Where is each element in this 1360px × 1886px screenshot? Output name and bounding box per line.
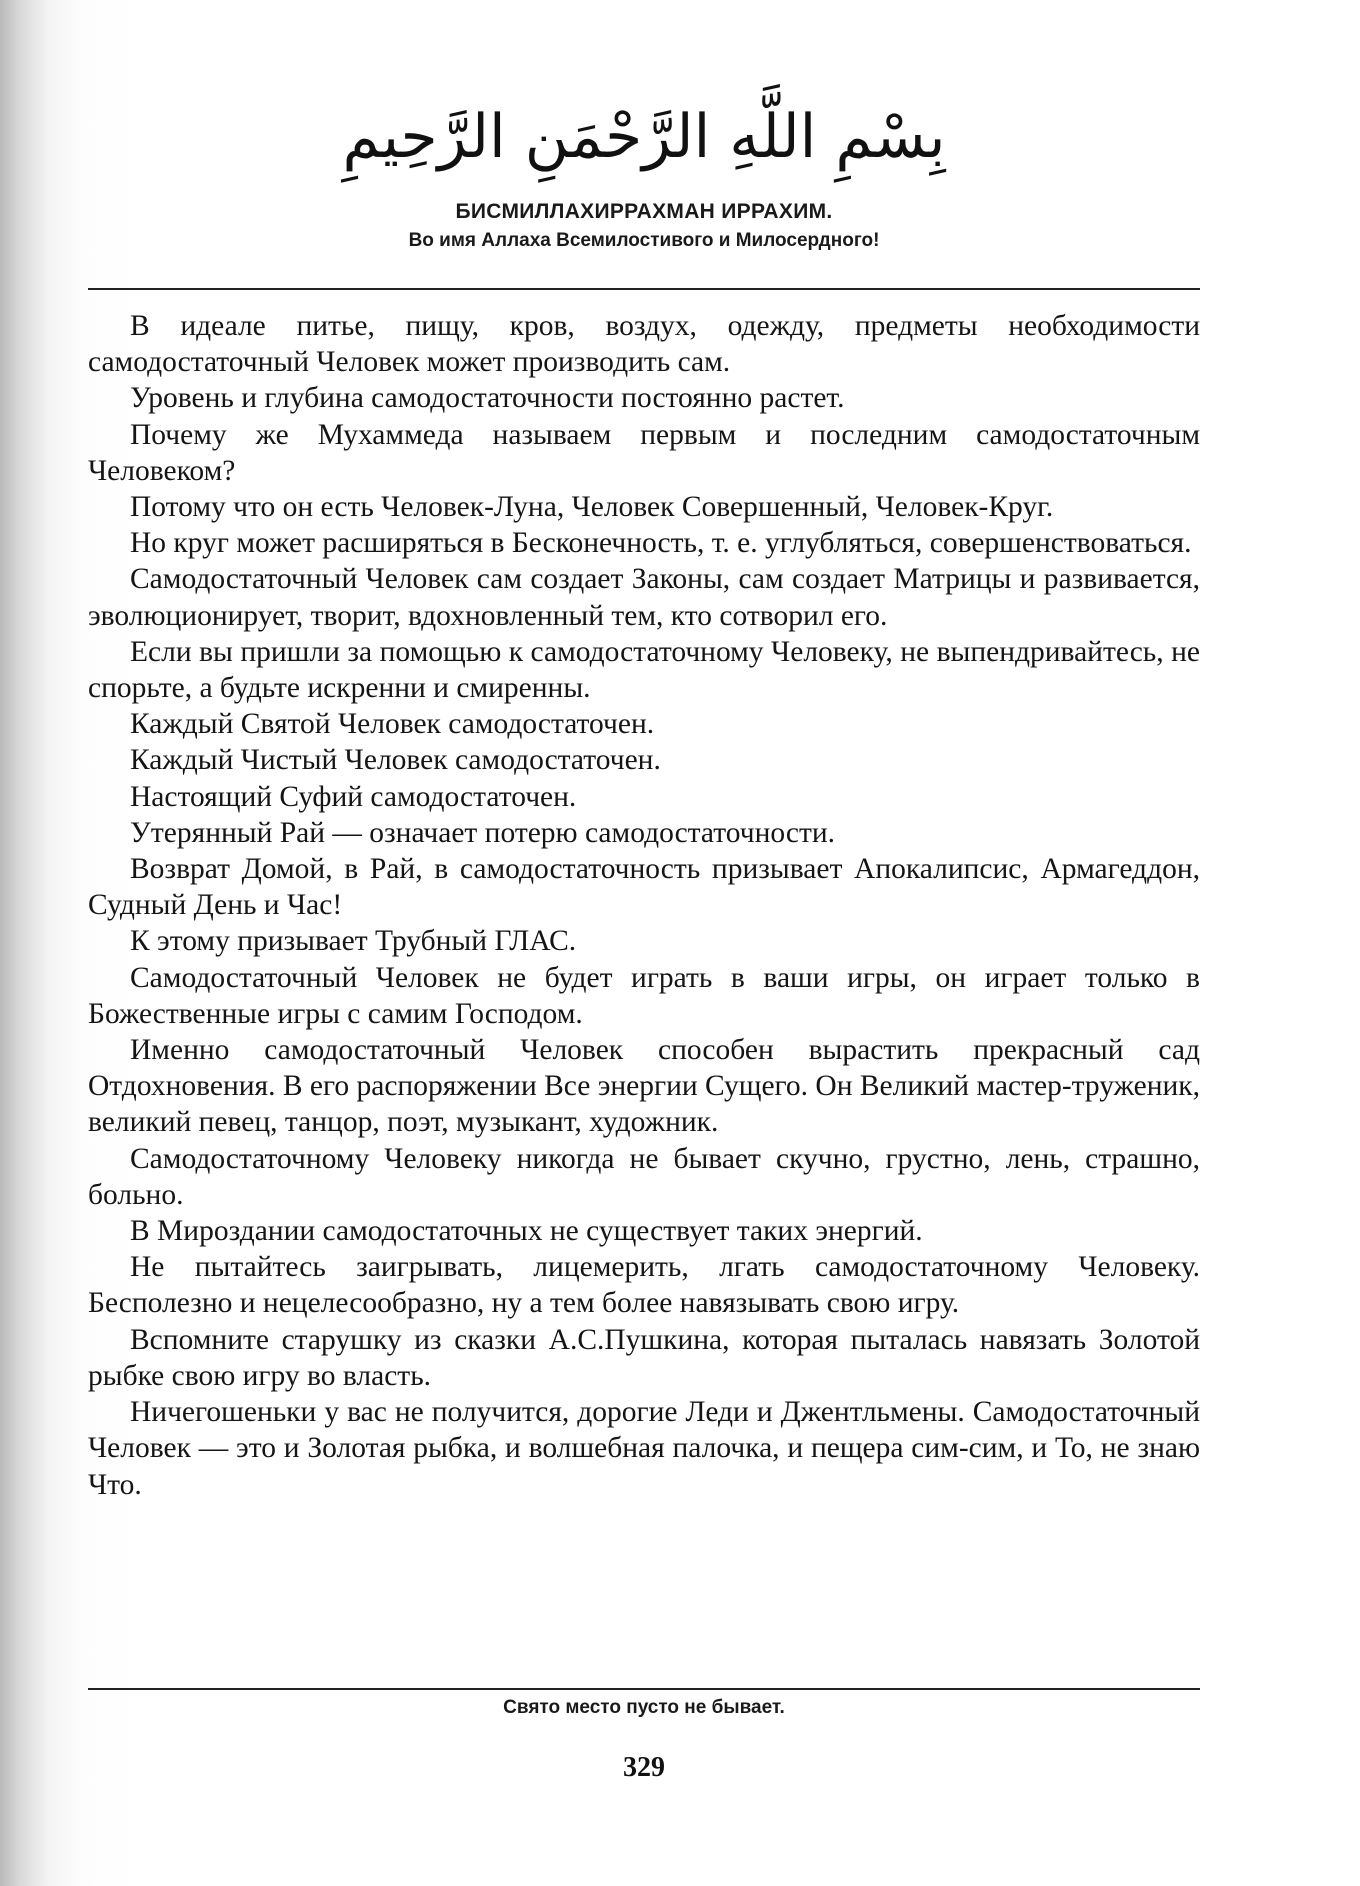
paragraph: Если вы пришли за помощью к самодостаточному Человеку, не выпендривайтесь, не спорьте, а будьте искренни и смиренны. <box>88 635 1200 705</box>
paragraph: Самодостаточный Человек не будет играть в ваши игры, он играет только в Божественные игры с самим Господом. <box>88 961 1200 1030</box>
paragraph: Каждый Святой Человек самодостаточен. <box>130 708 655 741</box>
paragraph: Потому что он есть Человек-Луна, Человек Совершенный, Человек-Круг. <box>130 491 1054 524</box>
footer-motto: Свято место пусто не бывает. <box>503 1697 785 1718</box>
paragraph: Не пытайтесь заигрывать, лицемерить, лгать самодостаточному Человеку. Бесполезно и нецелесообразно, ну а тем более навязывать свою игру. <box>88 1251 1200 1320</box>
paragraph: Но круг может расширяться в Бесконечность, т. е. углубляться, совершенствоваться. <box>130 527 1192 560</box>
body-text <box>88 308 1200 1503</box>
paragraph: Именно самодостаточный Человек способен вырастить прекрасный сад Отдохновения. В его распоряжении Все энергии Сущего. Он Великий мастер-труженик, великий певец, танцор, поэт, музыкант, художник. <box>88 1034 1200 1139</box>
paragraph: Самодостаточному Человеку никогда не бывает скучно, грустно, лень, страшно, больно. <box>88 1142 1200 1211</box>
paragraph: Уровень и глубина самодостаточности постоянно растет. <box>130 382 845 415</box>
paragraph: К этому призывает Трубный ГЛАС. <box>130 925 577 958</box>
paragraph: Возврат Домой, в Рай, в самодостаточность призывает Апокалипсис, Армагеддон, Судный День и Час! <box>88 853 1200 922</box>
paragraph: В Мироздании самодостаточных не существует таких энергий. <box>130 1215 923 1248</box>
header-subtitle: Во имя Аллаха Всемилостивого и Милосердного! <box>408 230 880 251</box>
paragraph: В идеале питье, пищу, кров, воздух, одежду, предметы необходимости самодостаточный Человек может производить сам. <box>88 310 1200 379</box>
header-divider <box>88 288 1200 290</box>
paragraph: Настоящий Суфий самодостаточен. <box>130 780 577 813</box>
page-number: 329 <box>623 1752 665 1783</box>
paragraph: Утерянный Рай — означает потерю самодостаточности. <box>130 816 836 849</box>
header-title: БИСМИЛЛАХИРРАХМАН ИРРАХИМ. <box>455 200 833 223</box>
paragraph: Каждый Чистый Человек самодостаточен. <box>130 744 661 777</box>
arabic-basmala: بِسْمِ اللَّهِ الرَّحْمَنِ الرَّحِيمِ <box>342 102 946 172</box>
paragraph: Вспомните старушку из сказки А.С.Пушкина, которая пыталась навязать Золотой рыбке свою игру во власть. <box>88 1323 1200 1392</box>
footer-divider <box>88 1688 1200 1690</box>
paragraph: Самодостаточный Человек сам создает Законы, сам создает Матрицы и развивается, эволюционирует, творит, вдохновленный тем, кто сотворил его. <box>88 563 1200 632</box>
paragraph: Ничегошеньки у вас не получится, дорогие Леди и Джентльмены. Самодостаточный Человек — это и Золотая рыбка, и волшебная палочка, и пещера сим-сим, и То, не знаю Что. <box>88 1396 1200 1501</box>
page-header <box>88 92 1200 252</box>
paragraph: Почему же Мухаммеда называем первым и последним самодостаточным Человеком? <box>88 418 1200 487</box>
